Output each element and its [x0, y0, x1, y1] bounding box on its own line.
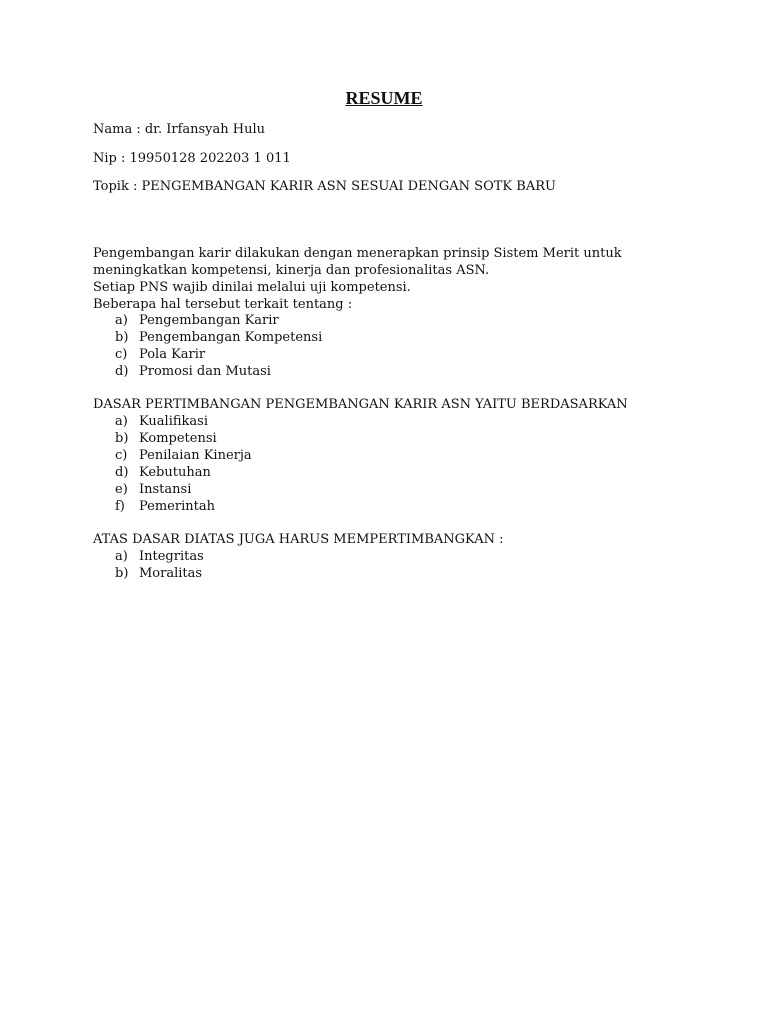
considerations-list — [93, 413, 252, 515]
list-marker: a) — [115, 549, 128, 564]
list-item — [93, 329, 322, 346]
list-item-text: Kualifikasi — [139, 414, 208, 429]
intro-paragraph — [93, 245, 693, 313]
list-item-text: Promosi dan Mutasi — [139, 364, 271, 379]
additional-considerations-list — [93, 548, 204, 582]
list-item-text: Kompetensi — [139, 431, 217, 446]
list-marker: a) — [115, 313, 128, 328]
list-marker: b) — [115, 431, 129, 446]
list-item-text: Pengembangan Kompetensi — [139, 330, 323, 345]
list-item-text: Integritas — [139, 549, 204, 564]
list-item — [93, 464, 252, 481]
list-item — [93, 430, 252, 447]
list-item — [93, 346, 322, 363]
list-marker: e) — [115, 482, 128, 497]
section-heading-additional: ATAS DASAR DIATAS JUGA HARUS MEMPERTIMBANGKAN : — [93, 532, 504, 547]
list-item — [93, 447, 252, 464]
topic-field: Topik : PENGEMBANGAN KARIR ASN SESUAI DENGAN SOTK BARU — [93, 179, 556, 194]
list-marker: c) — [115, 448, 128, 463]
nip-field: Nip : 19950128 202203 1 011 — [93, 151, 291, 166]
list-marker: b) — [115, 566, 129, 581]
intro-line-1: Pengembangan karir dilakukan dengan menerapkan prinsip Sistem Merit untuk meningkatkan kompetensi, kinerja dan profesionalitas ASN. — [93, 246, 622, 278]
section-heading-considerations: DASAR PERTIMBANGAN PENGEMBANGAN KARIR ASN YAITU BERDASARKAN — [93, 397, 628, 412]
list-marker: d) — [115, 364, 129, 379]
list-item — [93, 312, 322, 329]
name-field: Nama : dr. Irfansyah Hulu — [93, 122, 266, 137]
intro-line-3: Beberapa hal tersebut terkait tentang : — [93, 297, 353, 312]
list-marker: f) — [115, 499, 125, 514]
list-item — [93, 498, 252, 515]
document-title: RESUME — [345, 88, 423, 108]
list-item — [93, 413, 252, 430]
list-item-text: Pola Karir — [139, 347, 206, 362]
list-item-text: Moralitas — [139, 566, 203, 581]
list-marker: c) — [115, 347, 128, 362]
list-marker: d) — [115, 465, 129, 480]
list-item-text: Pengembangan Karir — [139, 313, 279, 328]
list-item-text: Penilaian Kinerja — [139, 448, 252, 463]
list-item — [93, 481, 252, 498]
list-item-text: Kebutuhan — [139, 465, 211, 480]
list-item-text: Instansi — [139, 482, 192, 497]
list-item — [93, 363, 322, 380]
career-aspects-list — [93, 312, 322, 380]
list-marker: a) — [115, 414, 128, 429]
list-item — [93, 565, 204, 582]
list-item-text: Pemerintah — [139, 499, 215, 514]
list-marker: b) — [115, 330, 129, 345]
list-item — [93, 548, 204, 565]
intro-line-2: Setiap PNS wajib dinilai melalui uji kompetensi. — [93, 280, 411, 295]
